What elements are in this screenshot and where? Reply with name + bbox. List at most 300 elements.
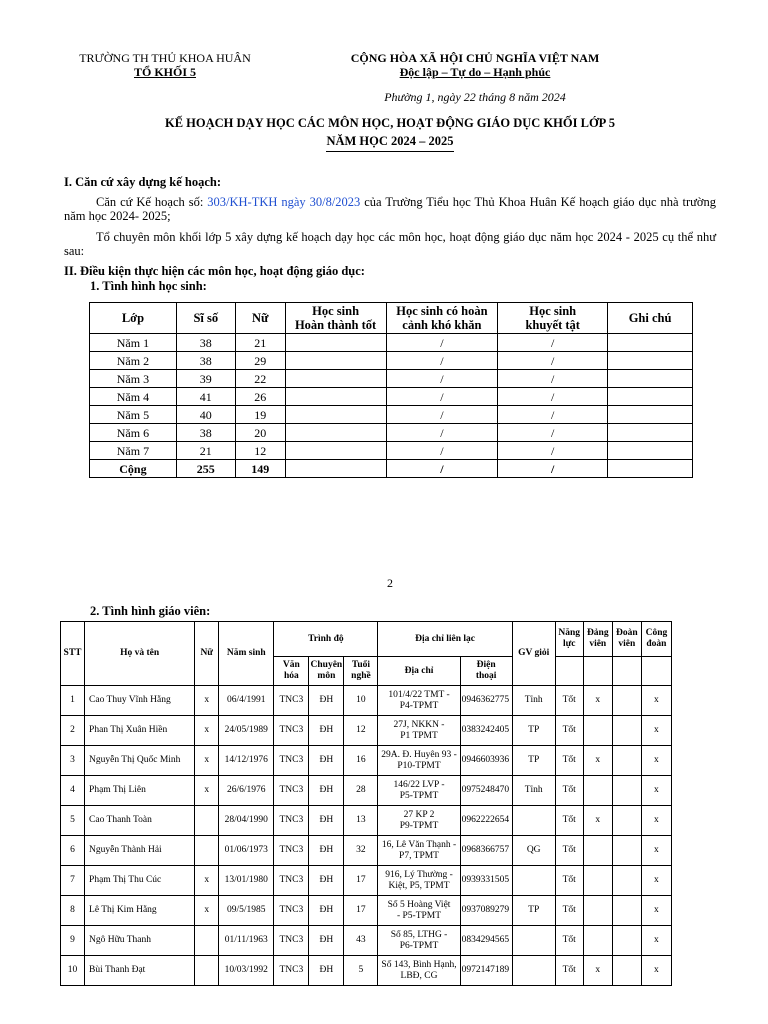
table-cell: 14/12/1976 xyxy=(219,746,274,776)
table-cell: Phạm Thị Liên xyxy=(85,776,195,806)
table-cell: 16 xyxy=(344,746,378,776)
table-cell xyxy=(612,686,641,716)
table-cell: Năm 1 xyxy=(90,334,177,352)
table-cell xyxy=(612,746,641,776)
table-cell: 6 xyxy=(61,836,85,866)
table-cell: ĐH xyxy=(309,776,344,806)
col-header-birth: Năm sinh xyxy=(219,622,274,686)
table-cell: TNC3 xyxy=(274,746,309,776)
p1-post: của Trường Tiểu học Thủ Khoa Huân Kế hoạch giáo dục nhà trường năm học 2024- 2025; xyxy=(64,195,717,223)
address-cell xyxy=(378,806,460,836)
table-cell: x xyxy=(583,956,612,986)
address-line: P9-TPMT xyxy=(399,820,439,831)
col-header-union xyxy=(641,622,671,657)
table-cell: / xyxy=(498,406,608,424)
table-cell xyxy=(608,406,693,424)
table-cell: 0968366757 xyxy=(460,836,512,866)
table-cell: Tốt xyxy=(555,806,583,836)
table-cell: 40 xyxy=(176,406,235,424)
table-cell xyxy=(285,352,386,370)
table-cell: 38 xyxy=(176,352,235,370)
table-cell: 149 xyxy=(235,460,285,478)
address-line: Số 5 Hoàng Việt xyxy=(387,899,451,910)
table-cell xyxy=(608,334,693,352)
table-cell: 0975248470 xyxy=(460,776,512,806)
table-cell: 17 xyxy=(344,866,378,896)
address-line: P10-TPMT xyxy=(397,760,441,771)
col-header-good-teacher: GV giỏi xyxy=(512,622,555,686)
table-cell: 19 xyxy=(235,406,285,424)
header-text: viên xyxy=(589,639,607,649)
address-line: P4-TPMT xyxy=(399,700,439,711)
table-row xyxy=(61,956,672,986)
table-row xyxy=(61,716,672,746)
table-cell: Tốt xyxy=(555,956,583,986)
address-cell xyxy=(378,746,460,776)
table-cell: TP xyxy=(512,716,555,746)
table-cell: Tốt xyxy=(555,776,583,806)
table-cell: Tốt xyxy=(555,926,583,956)
table-row xyxy=(90,370,693,388)
table-cell: ĐH xyxy=(309,836,344,866)
table-cell: 21 xyxy=(176,442,235,460)
table-cell xyxy=(612,716,641,746)
table-cell: 1 xyxy=(61,686,85,716)
table-cell: x xyxy=(195,746,219,776)
teachers-table xyxy=(60,621,672,986)
table-cell xyxy=(285,442,386,460)
table-cell: 0962222654 xyxy=(460,806,512,836)
table-cell: x xyxy=(583,746,612,776)
table-cell: 0937089279 xyxy=(460,896,512,926)
table-cell: 28 xyxy=(344,776,378,806)
table-cell: ĐH xyxy=(309,686,344,716)
header-text: cảnh khó khăn xyxy=(402,318,482,332)
table-cell: / xyxy=(498,352,608,370)
header-text: Đảng xyxy=(586,628,609,638)
table-cell xyxy=(285,406,386,424)
col-header-notes: Ghi chú xyxy=(608,303,693,334)
table-cell: 4 xyxy=(61,776,85,806)
table-cell: Tỉnh xyxy=(512,776,555,806)
table-cell xyxy=(195,926,219,956)
col-header-contact: Địa chỉ liên lạc xyxy=(378,622,512,657)
table-cell: 06/4/1991 xyxy=(219,686,274,716)
table-cell: ĐH xyxy=(309,746,344,776)
table-cell: 26/6/1976 xyxy=(219,776,274,806)
col-header-youth-blank xyxy=(612,657,641,686)
table-cell: 38 xyxy=(176,334,235,352)
table-cell: 5 xyxy=(61,806,85,836)
table-cell: 8 xyxy=(61,896,85,926)
table-cell: x xyxy=(641,806,671,836)
address-cell xyxy=(378,866,460,896)
table-cell: Tốt xyxy=(555,746,583,776)
nation-name: CỘNG HÒA XÃ HỘI CHỦ NGHĨA VIỆT NAM xyxy=(350,51,600,65)
table-cell: / xyxy=(498,370,608,388)
table-cell: TNC3 xyxy=(274,866,309,896)
header-text: Học sinh xyxy=(529,304,577,318)
table-cell xyxy=(583,836,612,866)
group-name: TỔ KHỐI 5 xyxy=(133,65,196,79)
students-table-header xyxy=(90,303,693,334)
table-cell: 0946603936 xyxy=(460,746,512,776)
students-table xyxy=(89,302,693,478)
table-cell: TNC3 xyxy=(274,956,309,986)
col-header-hardship xyxy=(386,303,498,334)
col-header-union-blank xyxy=(641,657,671,686)
col-header-specialty xyxy=(309,657,344,686)
table-cell: 39 xyxy=(176,370,235,388)
header-text: Công xyxy=(645,628,668,638)
table-cell: Năm 6 xyxy=(90,424,177,442)
table-cell: / xyxy=(386,370,498,388)
table-cell: Ngô Hữu Thanh xyxy=(85,926,195,956)
table-cell xyxy=(583,776,612,806)
table-cell: 9 xyxy=(61,926,85,956)
table-cell: / xyxy=(498,460,608,478)
address-line: 916, Lý Thường - xyxy=(385,869,453,880)
table-cell: TNC3 xyxy=(274,806,309,836)
header-text: hóa xyxy=(283,671,299,681)
table-cell: x xyxy=(641,836,671,866)
address-line: 16, Lê Văn Thạnh - xyxy=(381,839,457,850)
table-cell: x xyxy=(195,866,219,896)
table-cell: 21 xyxy=(235,334,285,352)
table-cell: ĐH xyxy=(309,926,344,956)
document-title xyxy=(60,114,720,152)
address-cell xyxy=(378,926,460,956)
table-cell: 10 xyxy=(344,686,378,716)
table-cell: 0834294565 xyxy=(460,926,512,956)
address-line: 29A. Đ. Huyên 93 - xyxy=(381,749,457,760)
table-cell: 09/5/1985 xyxy=(219,896,274,926)
table-cell xyxy=(285,370,386,388)
table-cell: 0383242405 xyxy=(460,716,512,746)
header-text: Chuyên xyxy=(310,660,343,670)
table-cell: 0946362775 xyxy=(460,686,512,716)
header-text: lực xyxy=(562,639,576,649)
table-cell: / xyxy=(386,406,498,424)
header-text: Học sinh xyxy=(312,304,360,318)
table-cell: TP xyxy=(512,896,555,926)
col-header-name: Họ và tên xyxy=(85,622,195,686)
table-cell: ĐH xyxy=(309,896,344,926)
table-cell: / xyxy=(386,442,498,460)
table-cell: TNC3 xyxy=(274,926,309,956)
table-cell: Nguyễn Thị Quốc Minh xyxy=(85,746,195,776)
address-line: 101/4/22 TMT - xyxy=(388,689,450,700)
address-line: Số 85, LTHG - xyxy=(390,929,448,940)
table-cell: 7 xyxy=(61,866,85,896)
table-cell: x xyxy=(195,686,219,716)
table-cell xyxy=(195,956,219,986)
col-header-seniority xyxy=(344,657,378,686)
section-1-heading: I. Căn cứ xây dựng kế hoạch: xyxy=(64,175,222,189)
table-cell: 10/03/1992 xyxy=(219,956,274,986)
table-cell: Năm 3 xyxy=(90,370,177,388)
table-row xyxy=(61,686,672,716)
table-cell xyxy=(612,956,641,986)
table-cell: 12 xyxy=(344,716,378,746)
table-row xyxy=(90,388,693,406)
table-row xyxy=(90,334,693,352)
table-cell: 22 xyxy=(235,370,285,388)
table-cell: 24/05/1989 xyxy=(219,716,274,746)
header-text: viên xyxy=(618,639,636,649)
title-line-1: KẾ HOẠCH DẠY HỌC CÁC MÔN HỌC, HOẠT ĐỘNG GIÁO DỤC KHỐI LỚP 5 xyxy=(164,116,616,130)
table-cell xyxy=(512,806,555,836)
table-cell: Tỉnh xyxy=(512,686,555,716)
col-header-ability-blank xyxy=(555,657,583,686)
table-cell: TNC3 xyxy=(274,836,309,866)
table-cell: 28/04/1990 xyxy=(219,806,274,836)
col-header-disability xyxy=(498,303,608,334)
table-cell: Tốt xyxy=(555,896,583,926)
col-header-culture xyxy=(274,657,309,686)
table-cell: x xyxy=(195,896,219,926)
address-line: Kiệt, P5, TPMT xyxy=(388,880,450,891)
table-cell: 41 xyxy=(176,388,235,406)
table-cell: Năm 2 xyxy=(90,352,177,370)
table-cell xyxy=(608,424,693,442)
table-cell: 20 xyxy=(235,424,285,442)
table-cell: ĐH xyxy=(309,956,344,986)
col-header-female: Nữ xyxy=(195,622,219,686)
table-cell: Cao Thanh Toàn xyxy=(85,806,195,836)
school-header xyxy=(60,51,270,79)
table-row xyxy=(90,424,693,442)
p2-text: Tổ chuyên môn khối lớp 5 xây dựng kế hoạch dạy học các môn học, hoạt động giáo dục năm học 2024 - 2025 cụ thể như sau: xyxy=(64,230,716,258)
table-cell xyxy=(512,866,555,896)
header-text: khuyết tật xyxy=(525,318,580,332)
table-cell: Tốt xyxy=(555,866,583,896)
header-text: Năng xyxy=(558,628,581,638)
school-name: TRƯỜNG TH THỦ KHOA HUÂN xyxy=(79,51,251,65)
header-text: Hoàn thành tốt xyxy=(294,318,377,332)
table-cell: x xyxy=(583,806,612,836)
table-cell: TNC3 xyxy=(274,776,309,806)
table-cell: 29 xyxy=(235,352,285,370)
header-text: Tuổi xyxy=(351,660,370,670)
header-text: thoại xyxy=(475,671,497,681)
table-cell: x xyxy=(641,956,671,986)
table-cell: 17 xyxy=(344,896,378,926)
table-cell: / xyxy=(498,442,608,460)
address-cell xyxy=(378,956,460,986)
table-cell xyxy=(608,388,693,406)
nation-motto: Độc lập – Tự do – Hạnh phúc xyxy=(399,65,551,79)
table-cell: x xyxy=(641,686,671,716)
table-cell: Cao Thuy Vĩnh Hằng xyxy=(85,686,195,716)
subsection-students: 1. Tình hình học sinh: xyxy=(90,279,207,293)
table-cell xyxy=(608,370,693,388)
col-header-party xyxy=(583,622,612,657)
table-cell: 5 xyxy=(344,956,378,986)
header-text: môn xyxy=(317,671,336,681)
address-cell xyxy=(378,836,460,866)
table-row xyxy=(61,896,672,926)
table-cell: 10 xyxy=(61,956,85,986)
table-cell: ĐH xyxy=(309,806,344,836)
document-date: Phường 1, ngày 22 tháng 8 năm 2024 xyxy=(384,90,566,104)
table-cell: 43 xyxy=(344,926,378,956)
col-header-phone xyxy=(460,657,512,686)
col-header-party-blank xyxy=(583,657,612,686)
table-cell xyxy=(608,460,693,478)
table-cell: x xyxy=(195,716,219,746)
table-cell: QG xyxy=(512,836,555,866)
table-cell xyxy=(612,836,641,866)
header-text: Điện xyxy=(476,660,496,670)
table-cell: TP xyxy=(512,746,555,776)
table-cell: ĐH xyxy=(309,866,344,896)
table-cell: / xyxy=(386,424,498,442)
students-total-row xyxy=(90,460,693,478)
table-cell: 01/11/1963 xyxy=(219,926,274,956)
table-cell xyxy=(612,926,641,956)
table-cell xyxy=(612,776,641,806)
table-cell: Phan Thị Xuân Hiền xyxy=(85,716,195,746)
header-text: nghề xyxy=(351,671,371,681)
address-line: P5-TPMT xyxy=(399,790,439,801)
table-row xyxy=(61,836,672,866)
table-cell: 255 xyxy=(176,460,235,478)
table-cell: x xyxy=(641,896,671,926)
title-line-2: NĂM HỌC 2024 – 2025 xyxy=(326,132,453,152)
table-cell xyxy=(285,334,386,352)
table-cell: x xyxy=(641,746,671,776)
address-cell xyxy=(378,776,460,806)
table-cell xyxy=(612,896,641,926)
table-cell: x xyxy=(583,686,612,716)
col-header-size: Sĩ số xyxy=(176,303,235,334)
col-header-excellent xyxy=(285,303,386,334)
table-cell xyxy=(285,460,386,478)
subsection-teachers: 2. Tình hình giáo viên: xyxy=(90,604,211,618)
table-cell: Năm 5 xyxy=(90,406,177,424)
table-cell: Tốt xyxy=(555,716,583,746)
table-row xyxy=(61,776,672,806)
table-cell xyxy=(583,716,612,746)
address-line: P1 TPMT xyxy=(400,730,438,741)
col-header-address: Địa chỉ xyxy=(378,657,460,686)
table-cell xyxy=(583,866,612,896)
col-header-level: Trình độ xyxy=(274,622,378,657)
table-cell: / xyxy=(386,334,498,352)
table-cell xyxy=(612,866,641,896)
address-cell xyxy=(378,686,460,716)
table-cell xyxy=(583,896,612,926)
table-cell xyxy=(512,956,555,986)
table-cell: TNC3 xyxy=(274,896,309,926)
table-cell xyxy=(512,926,555,956)
table-cell xyxy=(195,836,219,866)
table-cell: / xyxy=(386,388,498,406)
table-row xyxy=(61,926,672,956)
table-cell: 2 xyxy=(61,716,85,746)
page-number: 2 xyxy=(387,576,393,590)
table-cell xyxy=(612,806,641,836)
table-cell xyxy=(195,806,219,836)
table-row xyxy=(90,406,693,424)
table-cell xyxy=(583,926,612,956)
table-cell: Nguyễn Thành Hải xyxy=(85,836,195,866)
table-cell xyxy=(285,388,386,406)
section-1-paragraph-1 xyxy=(64,195,716,223)
col-header-ability xyxy=(555,622,583,657)
table-cell xyxy=(608,442,693,460)
table-cell: / xyxy=(498,424,608,442)
table-cell: x xyxy=(641,866,671,896)
address-line: Số 143, Bình Hạnh, xyxy=(381,959,457,970)
table-cell xyxy=(285,424,386,442)
table-cell: Phạm Thị Thu Cúc xyxy=(85,866,195,896)
table-cell: Bùi Thanh Đạt xyxy=(85,956,195,986)
table-row xyxy=(90,442,693,460)
table-row xyxy=(90,352,693,370)
table-cell: / xyxy=(498,388,608,406)
col-header-class: Lớp xyxy=(90,303,177,334)
address-line: P6-TPMT xyxy=(399,940,439,951)
section-1-paragraph-2 xyxy=(64,230,716,258)
address-cell xyxy=(378,896,460,926)
table-cell: TNC3 xyxy=(274,716,309,746)
table-row xyxy=(61,806,672,836)
table-cell xyxy=(608,352,693,370)
nation-header xyxy=(330,51,620,79)
address-line: P7, TPMT xyxy=(399,850,439,861)
section-2-heading: II. Điều kiện thực hiện các môn học, hoạt động giáo dục: xyxy=(64,264,365,278)
table-cell: TNC3 xyxy=(274,686,309,716)
table-cell: 38 xyxy=(176,424,235,442)
col-header-youth xyxy=(612,622,641,657)
header-text: đoàn xyxy=(646,639,667,649)
table-cell: Lê Thị Kim Hằng xyxy=(85,896,195,926)
table-cell: x xyxy=(195,776,219,806)
table-cell: x xyxy=(641,926,671,956)
table-cell: x xyxy=(641,776,671,806)
table-cell: Tốt xyxy=(555,686,583,716)
col-header-stt: STT xyxy=(61,622,85,686)
plan-reference-link[interactable]: 303/KH-TKH ngày 30/8/2023 xyxy=(207,195,361,209)
table-cell: ĐH xyxy=(309,716,344,746)
table-cell: Năm 7 xyxy=(90,442,177,460)
table-cell: x xyxy=(641,716,671,746)
table-cell: 0939331505 xyxy=(460,866,512,896)
table-cell: 01/06/1973 xyxy=(219,836,274,866)
address-line: LBĐ, CG xyxy=(400,970,438,981)
address-line: 27J, NKKN - xyxy=(393,719,445,730)
table-cell: Cộng xyxy=(90,460,177,478)
table-cell: / xyxy=(386,460,498,478)
address-line: 27 KP 2 xyxy=(403,809,435,820)
table-cell: 12 xyxy=(235,442,285,460)
address-cell xyxy=(378,716,460,746)
table-cell: / xyxy=(498,334,608,352)
table-cell: Năm 4 xyxy=(90,388,177,406)
col-header-female: Nữ xyxy=(235,303,285,334)
table-cell: 13/01/1980 xyxy=(219,866,274,896)
teachers-header-row-1 xyxy=(61,622,672,657)
header-text: Học sinh có hoàn xyxy=(396,304,488,318)
address-line: 146/22 LVP - xyxy=(393,779,445,790)
table-cell: 3 xyxy=(61,746,85,776)
p1-pre: Căn cứ Kế hoạch số: xyxy=(96,195,208,209)
address-line: - P5-TPMT xyxy=(396,910,442,921)
header-text: Đoàn xyxy=(615,628,638,638)
table-cell: 32 xyxy=(344,836,378,866)
